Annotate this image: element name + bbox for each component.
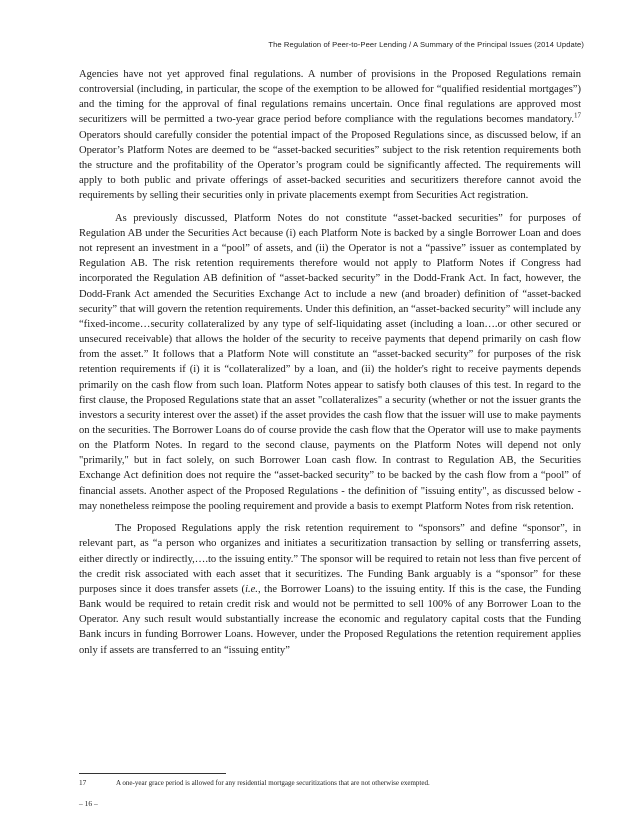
paragraph-1 [79,67,581,203]
footnote [79,778,589,788]
paragraph-1-text: Agencies have not yet approved final regulations. A number of provisions in the Proposed Regulations remain controversial (including, in particular, the scope of the exemption to be allowed for “qualified residential mortgages”) and the timing for the approval of final regulations remains uncertain. Once final regulations are approved most securitizers will be permitted a two-year grace period before compliance with the regulations becomes mandatory. [79,69,581,126]
paragraph-1-continuation: Operators should carefully consider the potential impact of the Proposed Regulations since, as discussed below, if an Operator’s Platform Notes are deemed to be “asset-backed securities” subject to the risk retention requirements both the structure and the profitability of the Operator’s program could be significantly affected. The requirements will apply to both public and private offerings of asset-backed securities and securitizers therefore cannot avoid the requirements by selling their securities only in private placements exempt from Securities Act registration. [79,129,581,202]
page-number: – 16 – [79,799,98,808]
footnote-text: A one-year grace period is allowed for any residential mortgage securitizations that are not otherwise exempted. [116,779,430,787]
ie-abbreviation: i.e. [245,583,258,595]
footnote-divider [79,773,226,774]
paragraph-3 [79,521,581,657]
paragraph-3-text: The Proposed Regulations apply the risk retention requirement to “sponsors” and define “sponsor”, in relevant part, as “a person who organizes and initiates a securitization transaction by selling or transferring assets, either directly or indirectly,….to the issuing entity.” The sponsor will be required to retain not less than five percent of the credit risk associated with each asset that it securitizes. The Funding Bank arguably is a “sponsor” for these purposes since it does transfer assets ( [79,523,581,595]
document-body [79,67,581,665]
footnote-number: 17 [79,778,87,787]
paragraph-3-continuation: , the Borrower Loans) to the issuing entity. If this is the case, the Funding Bank would be required to retain credit risk and would not be permitted to sell 100% of any Borrower Loan to the Operator. Any such result would substantially increase the economic and regulatory capital costs that the Funding Bank incurs in funding Borrower Loans. However, under the Proposed Regulations the retention requirement applies only if assets are transferred to an “issuing entity” [79,583,581,656]
paragraph-2: As previously discussed, Platform Notes do not constitute “asset-backed securities” for purposes of Regulation AB under the Securities Act because (i) each Platform Note is backed by a single Borrower Loan and does not represent an investment in a “pool” of assets, and (ii) the Operator is not a “passive” issuer as contemplated by Regulation AB. The risk retention requirements therefore would not apply to Platform Notes if Congress had incorporated the Regulation AB definition of “asset-backed security” in the Dodd-Frank Act. In fact, however, the Dodd-Frank Act amended the Securities Exchange Act to include a new (and broader) definition of “asset-backed security” that will govern the retention requirements. Under this definition, an “asset-backed security” will include any “fixed-income…security collateralized by any type of self-liquidating asset (including a loan….or other secured or unsecured receivable) that allows the holder of the security to receive payments that depend primarily on cash flow from the asset.” It follows that a Platform Note will constitute an “asset-backed security” for purposes of the risk retention requirements if (i) it is “collateralized” by a loan, and (ii) the holder's right to receive payments depends primarily on the cash flow from such loan. Platform Notes appear to satisfy both clauses of this test. In regard to the first clause, the Proposed Regulations state that an asset "collateralizes" a security (whether or not the issuer grants the investors a security interest over the asset) if the asset provides the cash flow that the issuer will use to make payments on the securities. The Borrower Loans do of course provide the cash flow that the Operator will use to make payments on the Platform Notes. In regard to the second clause, payments on the Platform Notes will depend not only "primarily," but in fact solely, on such Borrower Loan cash flow. In contrast to Regulation AB, the Securities Exchange Act definition does not require the “asset-backed security” to be backed by the cash flow from a “pool” of financial assets. Another aspect of the Proposed Regulations - the definition of "issuing entity", as discussed below - may nonetheless reimpose the pooling requirement and provide a basis to exempt Platform Notes from risk retention. [79,212,581,512]
footnote-reference[interactable]: 17 [574,111,581,120]
running-header: The Regulation of Peer-to-Peer Lending / A Summary of the Principal Issues (2014 Update) [268,40,584,49]
